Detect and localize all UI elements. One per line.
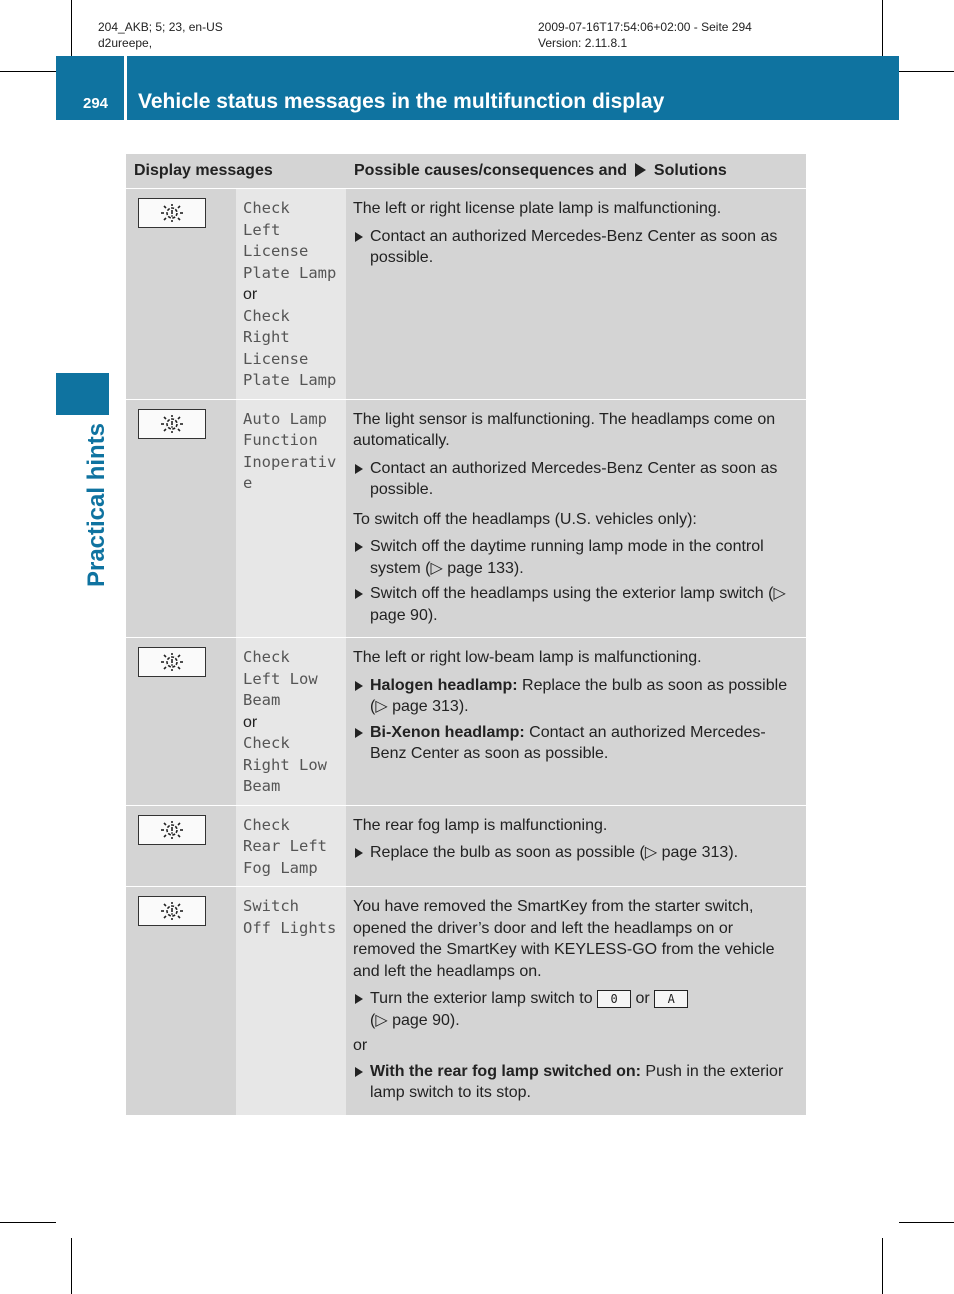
bullet-text: Contact an authorized Mercedes-Benz Center as soon as possible. [370, 723, 766, 762]
triangle-arrow-icon [635, 163, 646, 177]
lamp-fault-icon [138, 896, 206, 926]
meta-line: 204_AKB; 5; 23, en-US [98, 20, 223, 34]
message-line: Plate Lamp [243, 371, 337, 389]
display-message-cell [236, 399, 346, 638]
message-line: License [243, 242, 309, 260]
crop-mark [71, 0, 72, 56]
cause-text: The light sensor is malfunctioning. The headlamps come on automatically. [353, 410, 776, 449]
cause-text: The left or right license plate lamp is malfunctioning. [353, 200, 722, 217]
crop-mark [71, 1238, 72, 1294]
display-message-cell [236, 638, 346, 806]
message-line: Rear Left [243, 837, 327, 855]
note-text: To switch off the headlamps (U.S. vehicles only): [353, 510, 697, 528]
solution-bullet: Contact an authorized Mercedes-Benz Center as soon as possible. [353, 458, 799, 501]
bullet-text: Push in the exterior lamp switch to its stop. [370, 1062, 784, 1101]
causes-cell [346, 189, 806, 400]
message-line: Plate Lamp [243, 263, 337, 282]
solution-bullet [353, 675, 799, 718]
causes-cell [346, 399, 806, 638]
page-title: Vehicle status messages in the multifunction display [138, 90, 665, 113]
print-meta-right [538, 19, 752, 51]
section-tab-marker [56, 373, 109, 415]
icon-cell [126, 638, 236, 806]
icon-cell [126, 887, 236, 1115]
message-line: Inoperativ [243, 452, 337, 471]
table-row [126, 189, 806, 400]
bullet-text: Replace the bulb as soon as possible (▷ page 313). [370, 676, 788, 715]
message-line: Right [243, 328, 290, 346]
solution-bullet [353, 722, 799, 765]
table-row [126, 399, 806, 638]
table-row [126, 887, 806, 1115]
message-line: Switch [243, 897, 299, 915]
message-or: or [243, 286, 258, 303]
header-separator [124, 56, 127, 120]
messages-table [126, 154, 806, 1115]
solution-bullet: Contact an authorized Mercedes-Benz Center as soon as possible. [353, 226, 799, 269]
or-text: or [353, 1037, 368, 1054]
solution-bullet: Switch off the daytime running lamp mode in the control system (▷ page 133). [353, 536, 799, 579]
bullet-bold-label: Halogen headlamp: [370, 676, 518, 694]
icon-cell [126, 805, 236, 887]
crop-mark [882, 0, 883, 56]
crop-mark [0, 71, 56, 72]
bullet-bold-label: Bi-Xenon headlamp: [370, 723, 525, 741]
solution-bullet: Switch off the headlamps using the exterior lamp switch (▷ page 90). [353, 583, 799, 626]
message-line: Check [243, 648, 290, 666]
meta-line: 2009-07-16T17:54:06+02:00 - Seite 294 [538, 20, 752, 34]
section-tab-label: Practical hints [83, 422, 110, 588]
crop-mark [882, 1238, 883, 1294]
bullet-text: (▷ page 90). [370, 1011, 460, 1029]
crop-mark [899, 1222, 954, 1223]
meta-line: d2ureepe, [98, 36, 153, 50]
col-header-causes [346, 154, 806, 189]
bullet-bold-label: With the rear fog lamp switched on: [370, 1062, 641, 1080]
bullet-text: or [635, 990, 650, 1007]
causes-cell [346, 638, 806, 806]
crop-mark [0, 1222, 56, 1223]
cause-text: The rear fog lamp is malfunctioning. [353, 816, 608, 834]
table-row [126, 805, 806, 887]
solution-bullet [353, 1061, 799, 1104]
message-line: Left [243, 220, 281, 239]
solution-bullet: Replace the bulb as soon as possible (▷ page 313). [353, 842, 799, 864]
message-line: Check [243, 815, 290, 834]
solution-bullet [353, 988, 799, 1031]
switch-position-0-icon: 0 [597, 990, 631, 1008]
cause-text: The left or right low-beam lamp is malfunctioning. [353, 649, 702, 666]
switch-position-auto-icon: A [654, 990, 688, 1008]
message-or: or [243, 713, 258, 731]
icon-cell [126, 399, 236, 638]
display-message-cell [236, 887, 346, 1115]
message-line: Check [243, 734, 290, 752]
meta-line: Version: 2.11.8.1 [538, 36, 628, 50]
col-header-causes-text: Possible causes/consequences and [354, 162, 628, 179]
icon-cell [126, 189, 236, 400]
print-meta-left [98, 19, 223, 51]
col-header-display-messages: Display messages [126, 154, 346, 189]
lamp-fault-icon [138, 198, 206, 228]
message-line: Check [243, 199, 290, 217]
cause-text: You have removed the SmartKey from the starter switch, opened the driver’s door and left the headlamps on or removed the SmartKey with KEYLESS-GO from the vehicle and left the headlamps on. [353, 898, 775, 980]
message-line: Auto Lamp [243, 409, 327, 428]
lamp-fault-icon [138, 647, 206, 677]
message-line: e [243, 474, 253, 492]
display-message-cell [236, 805, 346, 887]
table-row [126, 638, 806, 806]
lamp-fault-icon [138, 409, 206, 439]
message-line: Beam [243, 691, 281, 709]
causes-cell [346, 887, 806, 1115]
causes-cell [346, 805, 806, 887]
col-header-solutions-text: Solutions [653, 162, 727, 179]
message-line: Function [243, 431, 318, 449]
bullet-text: Turn the exterior lamp switch to [370, 990, 593, 1007]
message-line: License [243, 349, 309, 368]
message-line: Fog Lamp [243, 858, 318, 877]
message-line: Left Low [243, 669, 318, 688]
message-line: Beam [243, 777, 281, 795]
page-number: 294 [83, 95, 109, 112]
message-line: Right Low [243, 755, 327, 774]
lamp-fault-icon [138, 815, 206, 845]
message-line: Check [243, 306, 290, 325]
message-line: Off Lights [243, 918, 337, 937]
display-message-cell [236, 189, 346, 400]
crop-mark [899, 71, 954, 72]
